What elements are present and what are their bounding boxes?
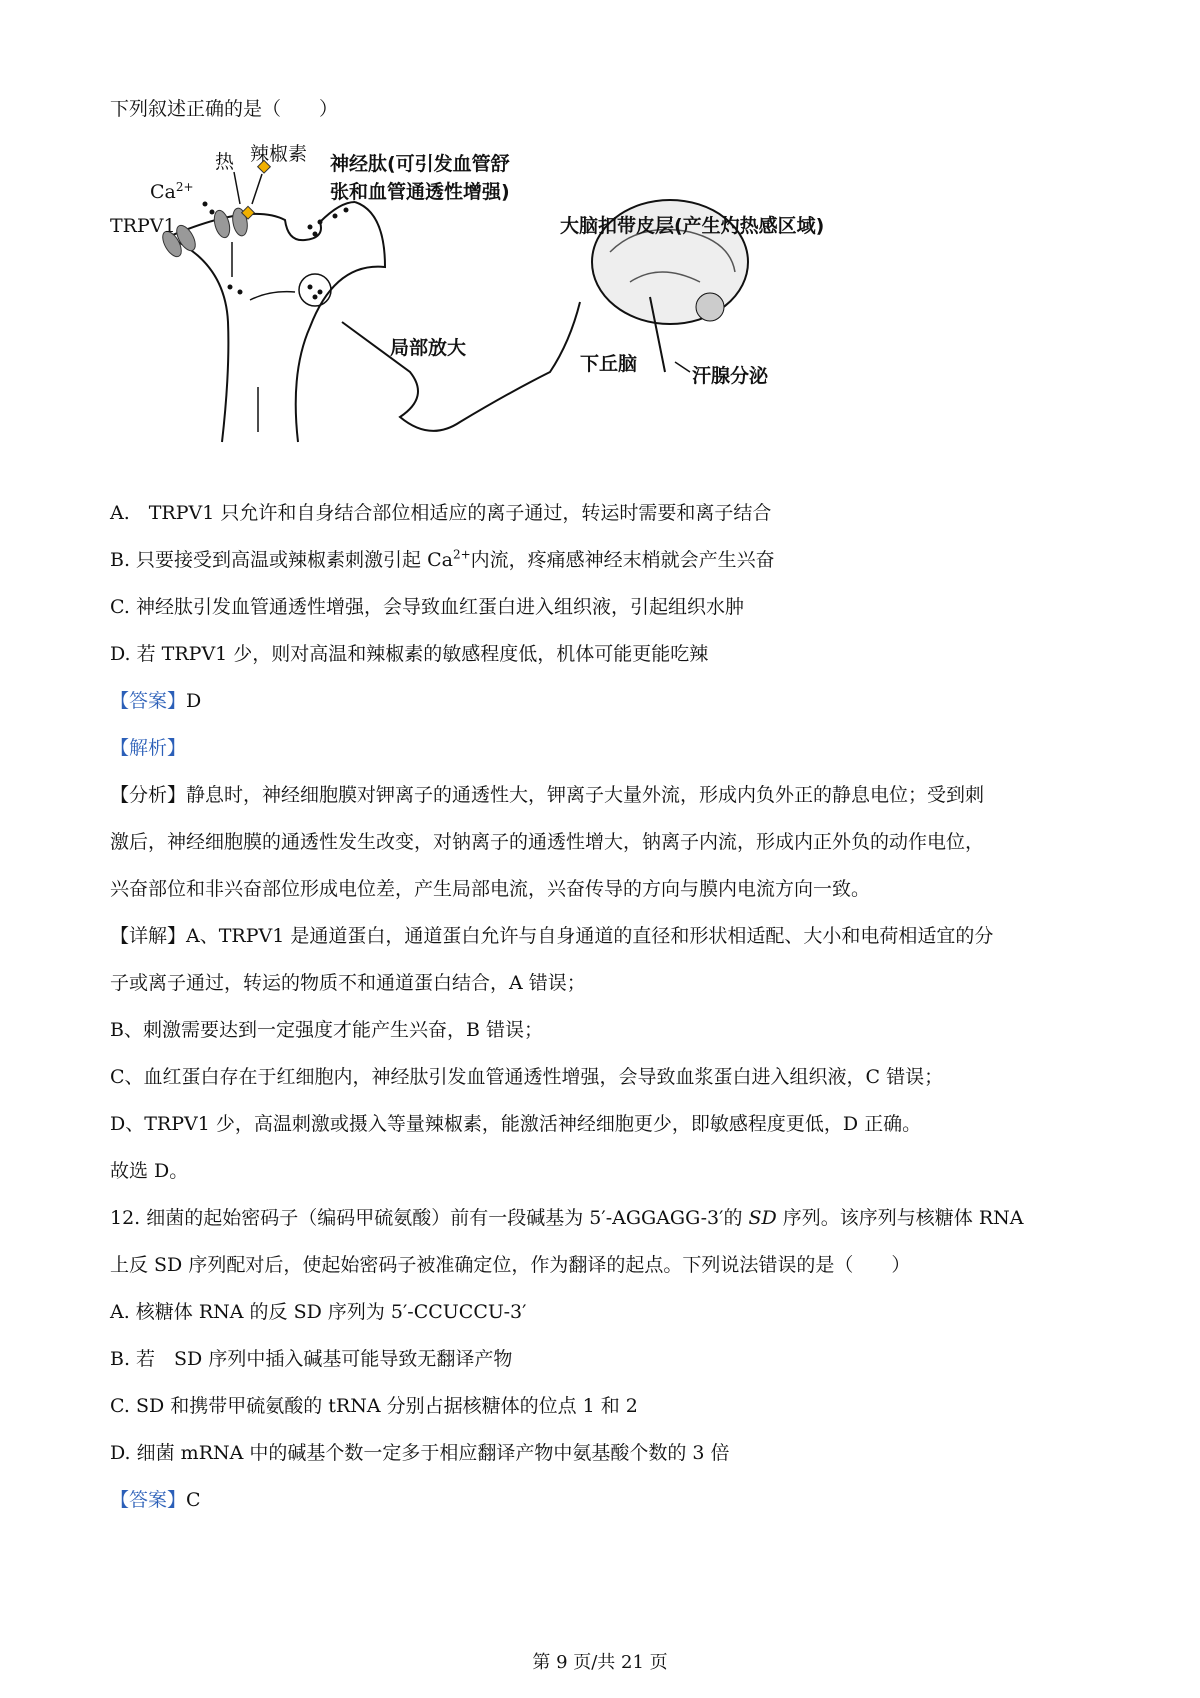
neuron-diagram [110, 142, 870, 472]
label-cortex: 大脑扣带皮层(产生灼热感区域) [560, 215, 825, 237]
q11-option-d: D. 若 TRPV1 少，则对高温和辣椒素的敏感程度低，机体可能更能吃辣 [110, 643, 709, 665]
q12-answer [110, 1487, 201, 1513]
answer-tag: 【答案】 [110, 1489, 187, 1511]
q11-option-a: A. TRPV1 只允许和自身结合部位相适应的离子通过，转运时需要和离子结合 [110, 502, 772, 524]
label-trpv1: TRPV1 [110, 215, 176, 237]
q11-detail-1: 【详解】A、TRPV1 是通道蛋白，通道蛋白允许与自身通道的直径和形状相适配、大小和电荷相适宜的分 [110, 925, 994, 947]
neuron-outline-left [168, 237, 228, 442]
answer-value: C [186, 1489, 201, 1511]
q11-fenxi-1: 【分析】静息时，神经细胞膜对钾离子的通透性大，钾离子大量外流，形成内负外正的静息电位；受到刺 [110, 784, 985, 806]
q11-conclusion: 故选 D。 [110, 1160, 189, 1182]
q11-fenxi-3: 兴奋部位和非兴奋部位形成电位差，产生局部电流，兴奋传导的方向与膜内电流方向一致。 [110, 878, 871, 900]
q12-option-c: C. SD 和携带甲硫氨酸的 tRNA 分别占据核糖体的位点 1 和 2 [110, 1395, 638, 1417]
vesicle-arrow [250, 292, 295, 300]
answer-tag: 【答案】 [110, 690, 187, 712]
q12-option-d: D. 细菌 mRNA 中的碱基个数一定多于相应翻译产物中氨基酸个数的 3 倍 [110, 1442, 730, 1464]
label-hypothalamus: 下丘脑 [580, 353, 638, 375]
sweat-pointer [675, 362, 690, 372]
q11-detail-3: B、刺激需要达到一定强度才能产生兴奋，B 错误； [110, 1019, 543, 1041]
q12-option-b: B. 若 SD 序列中插入碱基可能导致无翻译产物 [110, 1348, 513, 1370]
capsaicin-arrow [252, 174, 262, 204]
neuron-membrane [168, 202, 355, 240]
trpv1-channel [212, 209, 233, 240]
q11-analysis-tag: 【解析】 [110, 737, 187, 759]
question-stem-tail: 下列叙述正确的是（ ） [110, 98, 339, 120]
axon-path [342, 302, 580, 431]
heat-arrow [234, 172, 240, 204]
q12-stem-1: 12. 细菌的起始密码子（编码甲硫氨酸）前有一段碱基为 5′-AGGAGG-3′的 SD 序列。该序列与核糖体 RNA [110, 1207, 1024, 1229]
label-sweat: 汗腺分泌 [692, 365, 769, 387]
label-heat: 热 [215, 151, 235, 173]
q12-stem-2: 上反 SD 序列配对后，使起始密码子被准确定位，作为翻译的起点。下列说法错误的是（ ） [110, 1254, 911, 1276]
q11-answer [110, 688, 201, 714]
answer-value: D [186, 690, 202, 712]
q11-detail-5: D、TRPV1 少，高温刺激或摄入等量辣椒素，能激活神经细胞更少，即敏感程度更低，D 正确。 [110, 1113, 922, 1135]
label-ca: $Ca^{2+}$ [150, 180, 194, 203]
neuron-outline-right [296, 202, 385, 442]
label-neuropeptide-1: 神经肽(可引发血管舒 [330, 153, 510, 175]
q11-detail-4: C、血红蛋白存在于红细胞内，神经肽引发血管通透性增强，会导致血浆蛋白进入组织液，C 错误； [110, 1066, 944, 1088]
q11-fenxi-2: 激后，神经细胞膜的通透性发生改变，对钠离子的通透性增大，钠离子内流，形成内正外负的动作电位， [110, 831, 985, 853]
q12-option-a: A. 核糖体 RNA 的反 SD 序列为 5′-CCUCCU-3′ [110, 1301, 527, 1323]
label-capsaicin: 辣椒素 [250, 143, 308, 165]
q11-option-c: C. 神经肽引发血管通透性增强，会导致血红蛋白进入组织液，引起组织水肿 [110, 596, 744, 618]
q11-option-b: B. 只要接受到高温或辣椒素刺激引起 $Ca^{2+}$内流，疼痛感神经末梢就会产生兴奋 [110, 547, 775, 571]
label-neuropeptide-2: 张和血管通透性增强) [330, 181, 510, 203]
vesicle [299, 274, 331, 306]
page-footer: 第 9 页/共 21 页 [532, 1652, 668, 1673]
label-zoom: 局部放大 [390, 337, 467, 359]
q11-detail-2: 子或离子通过，转运的物质不和通道蛋白结合，A 错误； [110, 972, 586, 994]
neuron-figure [110, 142, 870, 472]
cerebellum [696, 293, 724, 321]
